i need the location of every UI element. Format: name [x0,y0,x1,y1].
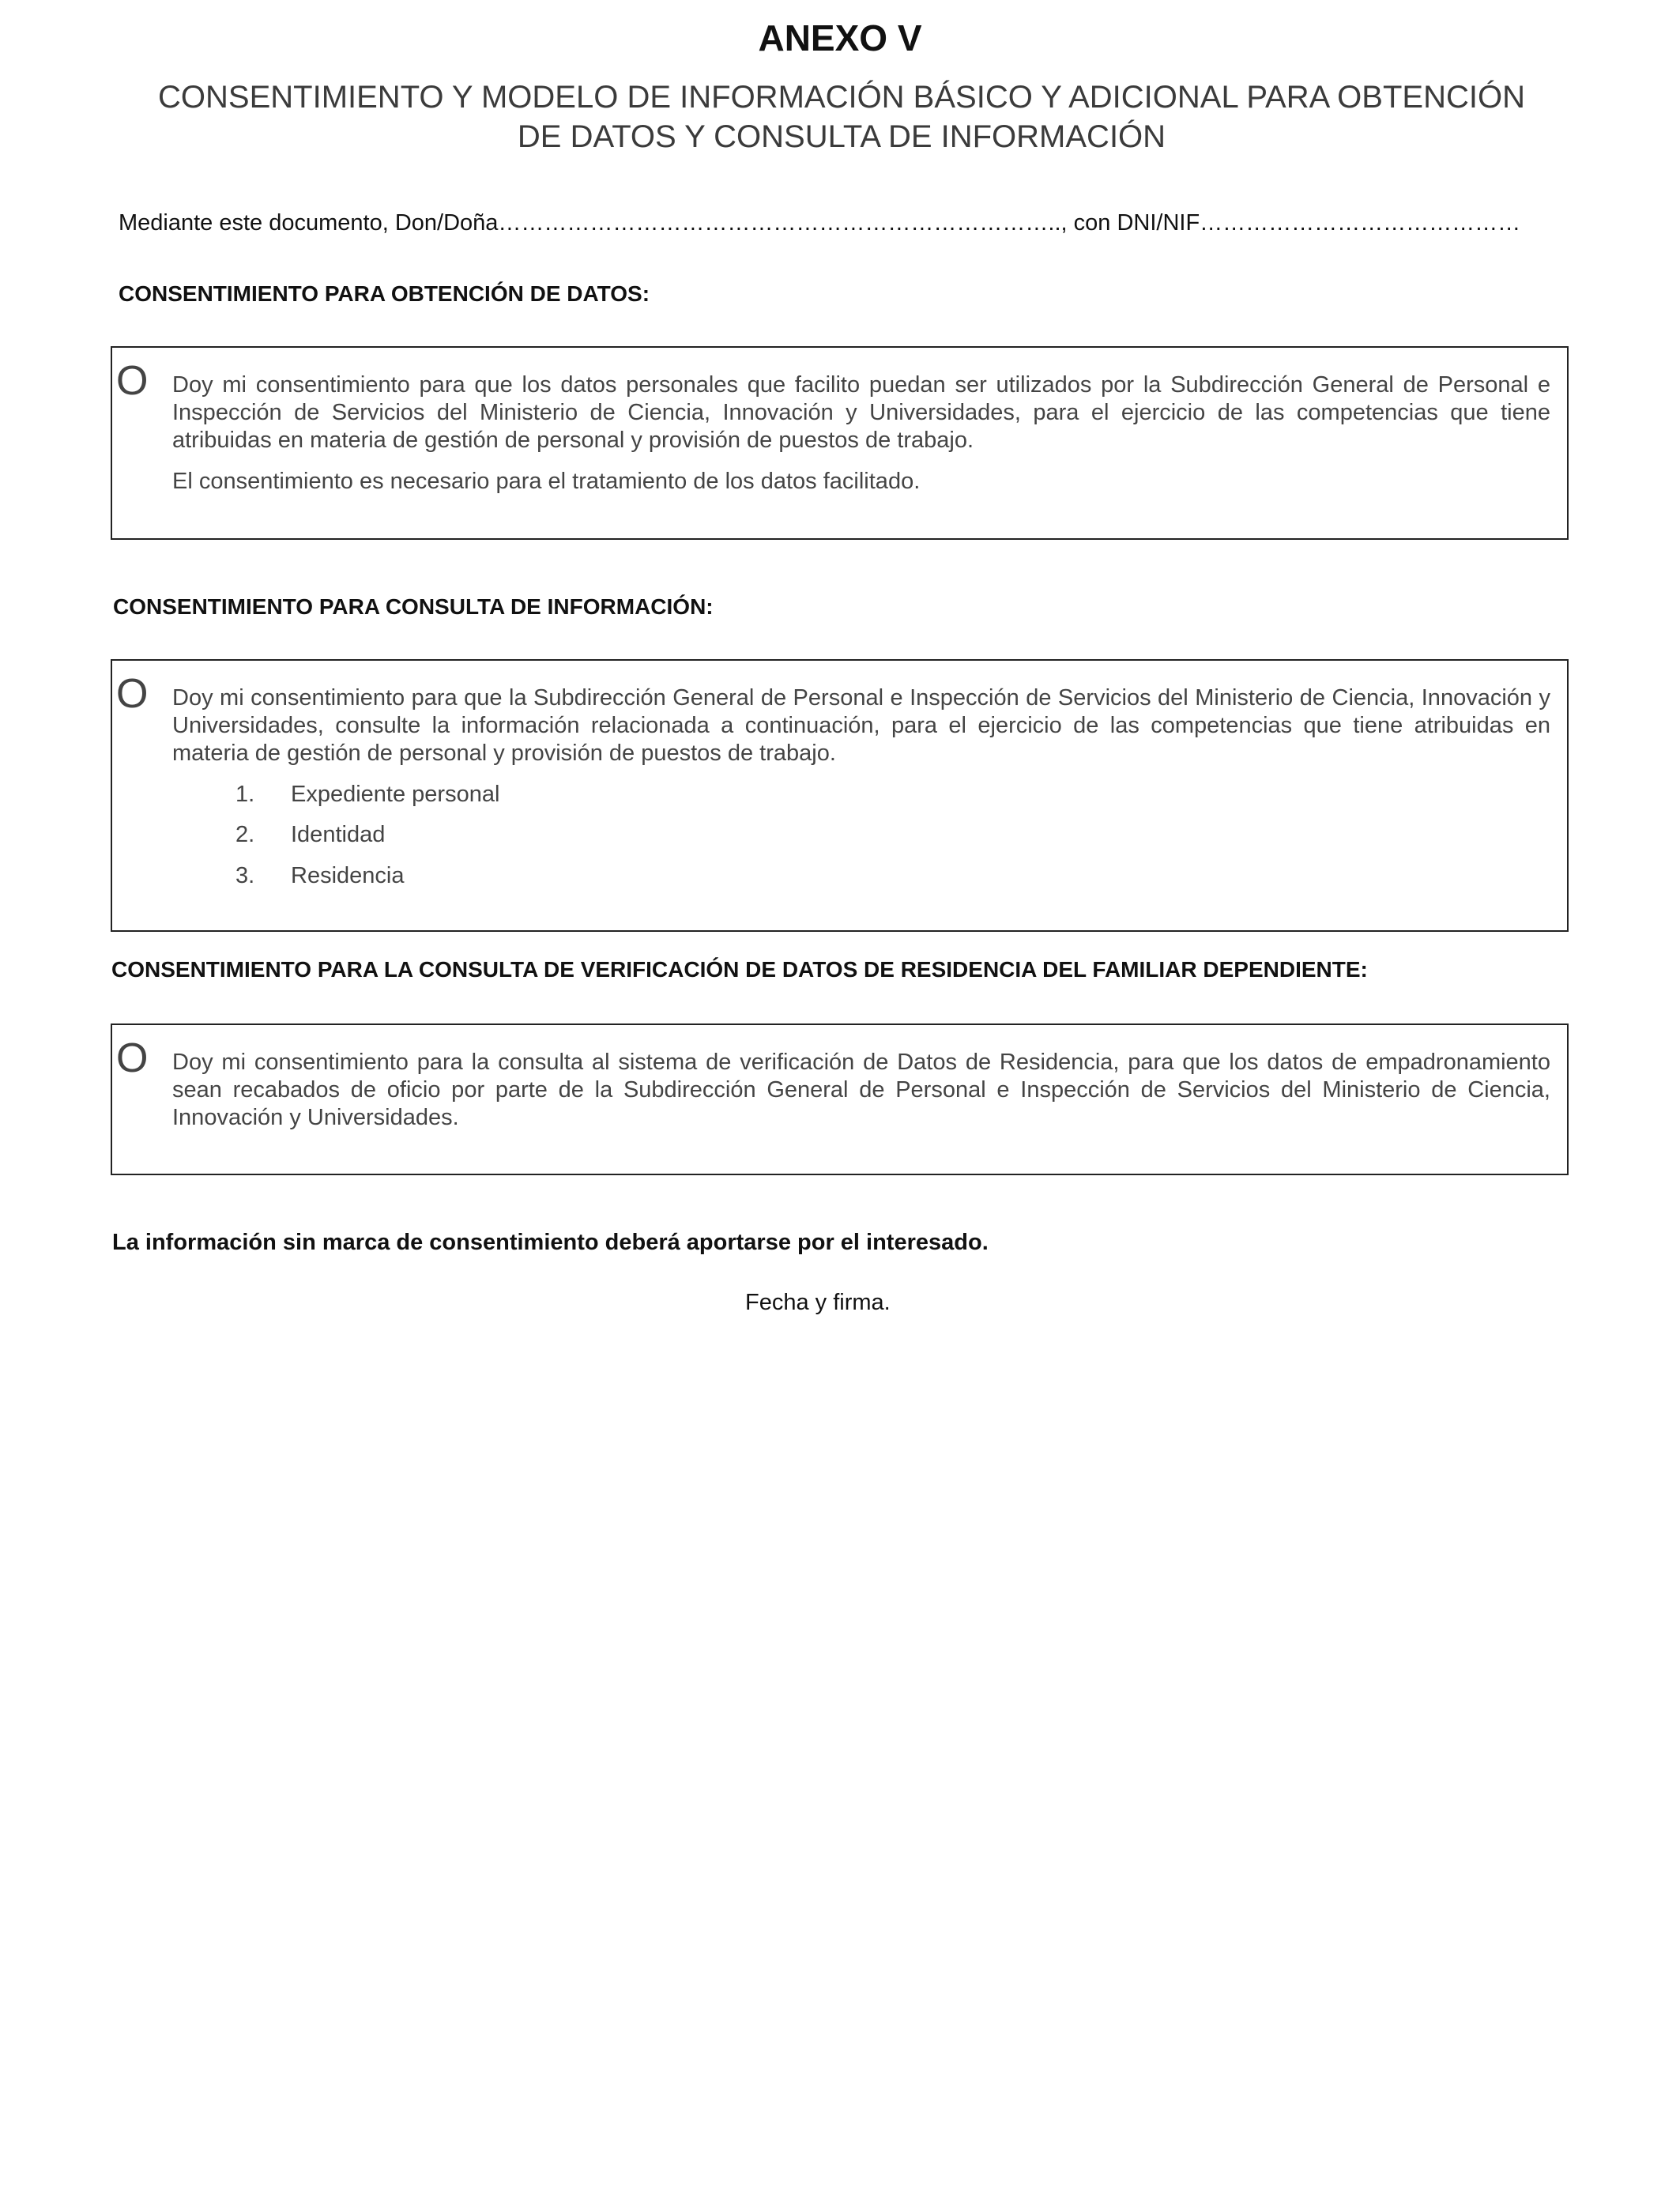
consent-text-verificacion: Doy mi consentimiento para la consulta al sistema de verificación de Datos de Residencia, para que los datos de empadronamiento sean recabados de oficio por parte de la Subdirección General de Personal e Inspección de Servicios del Ministerio de Ciencia, Innovación y Universidades. [172,1050,1550,1130]
consent-box-obtencion [111,346,1569,540]
intro-statement: Mediante este documento, Don/Doña……………………………………………………………….., con DNI/NIF…………………………………… [119,210,1521,236]
subtitle-line-1: CONSENTIMIENTO Y MODELO DE INFORMACIÓN BÁSICO Y ADICIONAL PARA OBTENCIÓN [158,80,1525,115]
consent-text-obtencion: Doy mi consentimiento para que los datos personales que facilito puedan ser utilizados por la Subdirección General de Personal e Inspección de Servicios del Ministerio de Ciencia, Innovación y Universidades, para el ejercicio de las competencias que tiene atribuidas en materia de gestión de personal y provisión de puestos de trabajo. [172,372,1550,453]
section-heading-consulta: CONSENTIMIENTO PARA CONSULTA DE INFORMACIÓN: [113,594,714,619]
list-item-identidad: Identidad [291,822,386,847]
section-heading-verificacion: CONSENTIMIENTO PARA LA CONSULTA DE VERIFICACIÓN DE DATOS DE RESIDENCIA DEL FAMILIAR DEPENDIENTE: [111,957,1368,982]
document-subtitle [103,77,1580,156]
signature-label: Fecha y firma. [745,1290,891,1315]
list-number: 3. [235,863,255,888]
consent-radio-verificacion[interactable]: O [116,1035,149,1081]
list-item-residencia: Residencia [291,863,405,888]
document-title: ANEXO V [758,17,922,58]
consent-box-verificacion [111,1023,1569,1175]
subtitle-line-2: DE DATOS Y CONSULTA DE INFORMACIÓN [517,119,1166,154]
list-item-expediente: Expediente personal [291,782,500,807]
consent-radio-obtencion[interactable]: O [116,358,149,404]
consent-note-obtencion: El consentimiento es necesario para el tratamiento de los datos facilitado. [172,469,921,494]
section-heading-obtencion: CONSENTIMIENTO PARA OBTENCIÓN DE DATOS: [119,281,650,306]
consent-box-consulta [111,659,1569,932]
list-number: 1. [235,782,255,807]
consent-radio-consulta[interactable]: O [116,671,149,717]
footer-note: La información sin marca de consentimiento deberá aportarse por el interesado. [112,1230,989,1255]
list-number: 2. [235,822,255,847]
consent-text-consulta: Doy mi consentimiento para que la Subdirección General de Personal e Inspección de Servicios del Ministerio de Ciencia, Innovación y Universidades, consulte la información relacionada a continuación, para el ejercicio de las competencias que tiene atribuidas en materia de gestión de personal y provisión de puestos de trabajo. [172,685,1550,766]
